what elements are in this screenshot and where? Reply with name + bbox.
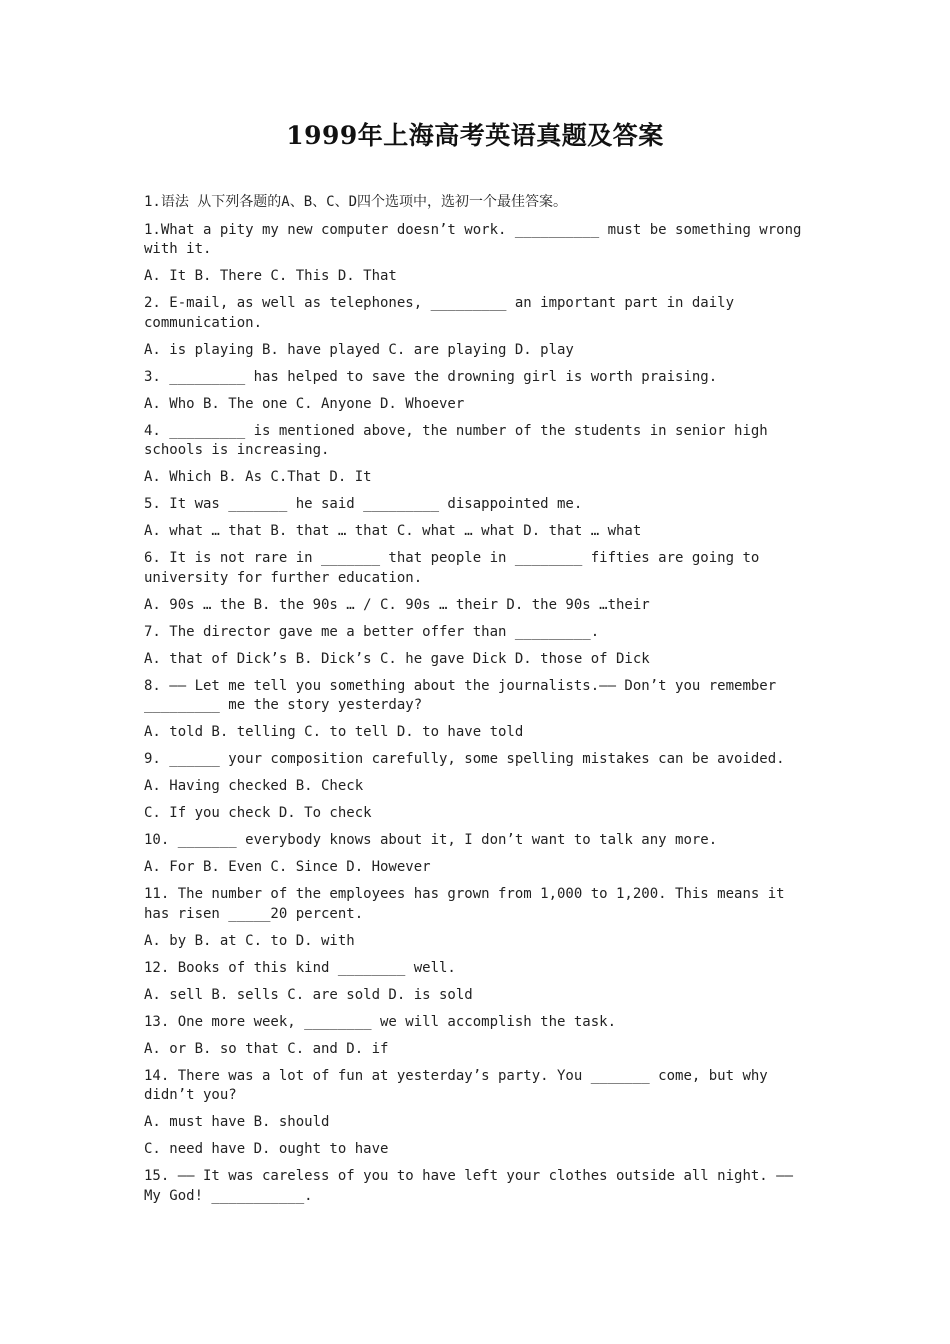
options-1: A. It B. There C. This D. That	[144, 268, 397, 284]
question-2: 2. E-mail, as well as telephones, _________ an important part in daily communication.	[144, 295, 743, 331]
options-10: A. For B. Even C. Since D. However	[144, 859, 431, 875]
document-body	[144, 193, 809, 1214]
question-7: 7. The director gave me a better offer than _________.	[144, 623, 600, 640]
question-9: 9. ______ your composition carefully, some spelling mistakes can be avoided.	[144, 751, 785, 767]
options-9-ab: A. Having checked B. Check	[144, 778, 364, 794]
question-4: 4. _________ is mentioned above, the number of the students in senior high schools is increasing.	[144, 422, 777, 458]
question-1: 1.What a pity my new computer doesn’t work. __________ must be something wrong with it.	[144, 221, 810, 257]
question-3: 3. _________ has helped to save the drowning girl is worth praising.	[144, 368, 718, 385]
question-12: 12. Books of this kind ________ well.	[144, 959, 456, 976]
options-14-cd: C. need have D. ought to have	[144, 1141, 389, 1157]
question-15: 15. —— It was careless of you to have left your clothes outside all night. —— My God! ___________.	[144, 1168, 802, 1204]
options-12: A. sell B. sells C. are sold D. is sold	[144, 986, 473, 1003]
question-14: 14. There was a lot of fun at yesterday’s party. You _______ come, but why didn’t you?	[144, 1067, 777, 1103]
section-instruction: 1.语法 从下列各题的A、B、C、D四个选项中，选初一个最佳答案。	[144, 194, 567, 210]
options-5: A. what … that B. that … that C. what … what D. that … what	[144, 523, 642, 539]
options-14-ab: A. must have B. should	[144, 1114, 330, 1130]
options-11: A. by B. at C. to D. with	[144, 932, 355, 949]
question-8: 8. —— Let me tell you something about the journalists.—— Don’t you remember _________ me the story yesterday?	[144, 677, 785, 713]
question-13: 13. One more week, ________ we will accomplish the task.	[144, 1013, 617, 1030]
options-6: A. 90s … the B. the 90s … / C. 90s … their D. the 90s …their	[144, 596, 650, 613]
options-13: A. or B. so that C. and D. if	[144, 1040, 389, 1057]
options-7: A. that of Dick’s B. Dick’s C. he gave Dick D. those of Dick	[144, 650, 650, 667]
options-9-cd: C. If you check D. To check	[144, 805, 372, 821]
options-3: A. Who B. The one C. Anyone D. Whoever	[144, 395, 465, 412]
options-4: A. Which B. As C.That D. It	[144, 469, 372, 485]
question-11: 11. The number of the employees has grown from 1,000 to 1,200. This means it has risen _____20 percent.	[144, 886, 794, 922]
page-title: 1999年上海高考英语真题及答案	[286, 121, 664, 150]
options-8: A. told B. telling C. to tell D. to have told	[144, 724, 524, 740]
question-10: 10. _______ everybody knows about it, I don’t want to talk any more.	[144, 832, 718, 848]
question-6: 6. It is not rare in _______ that people in ________ fifties are going to university for further education.	[144, 550, 768, 586]
options-2: A. is playing B. have played C. are playing D. play	[144, 341, 574, 358]
question-5: 5. It was _______ he said _________ disappointed me.	[144, 496, 583, 512]
